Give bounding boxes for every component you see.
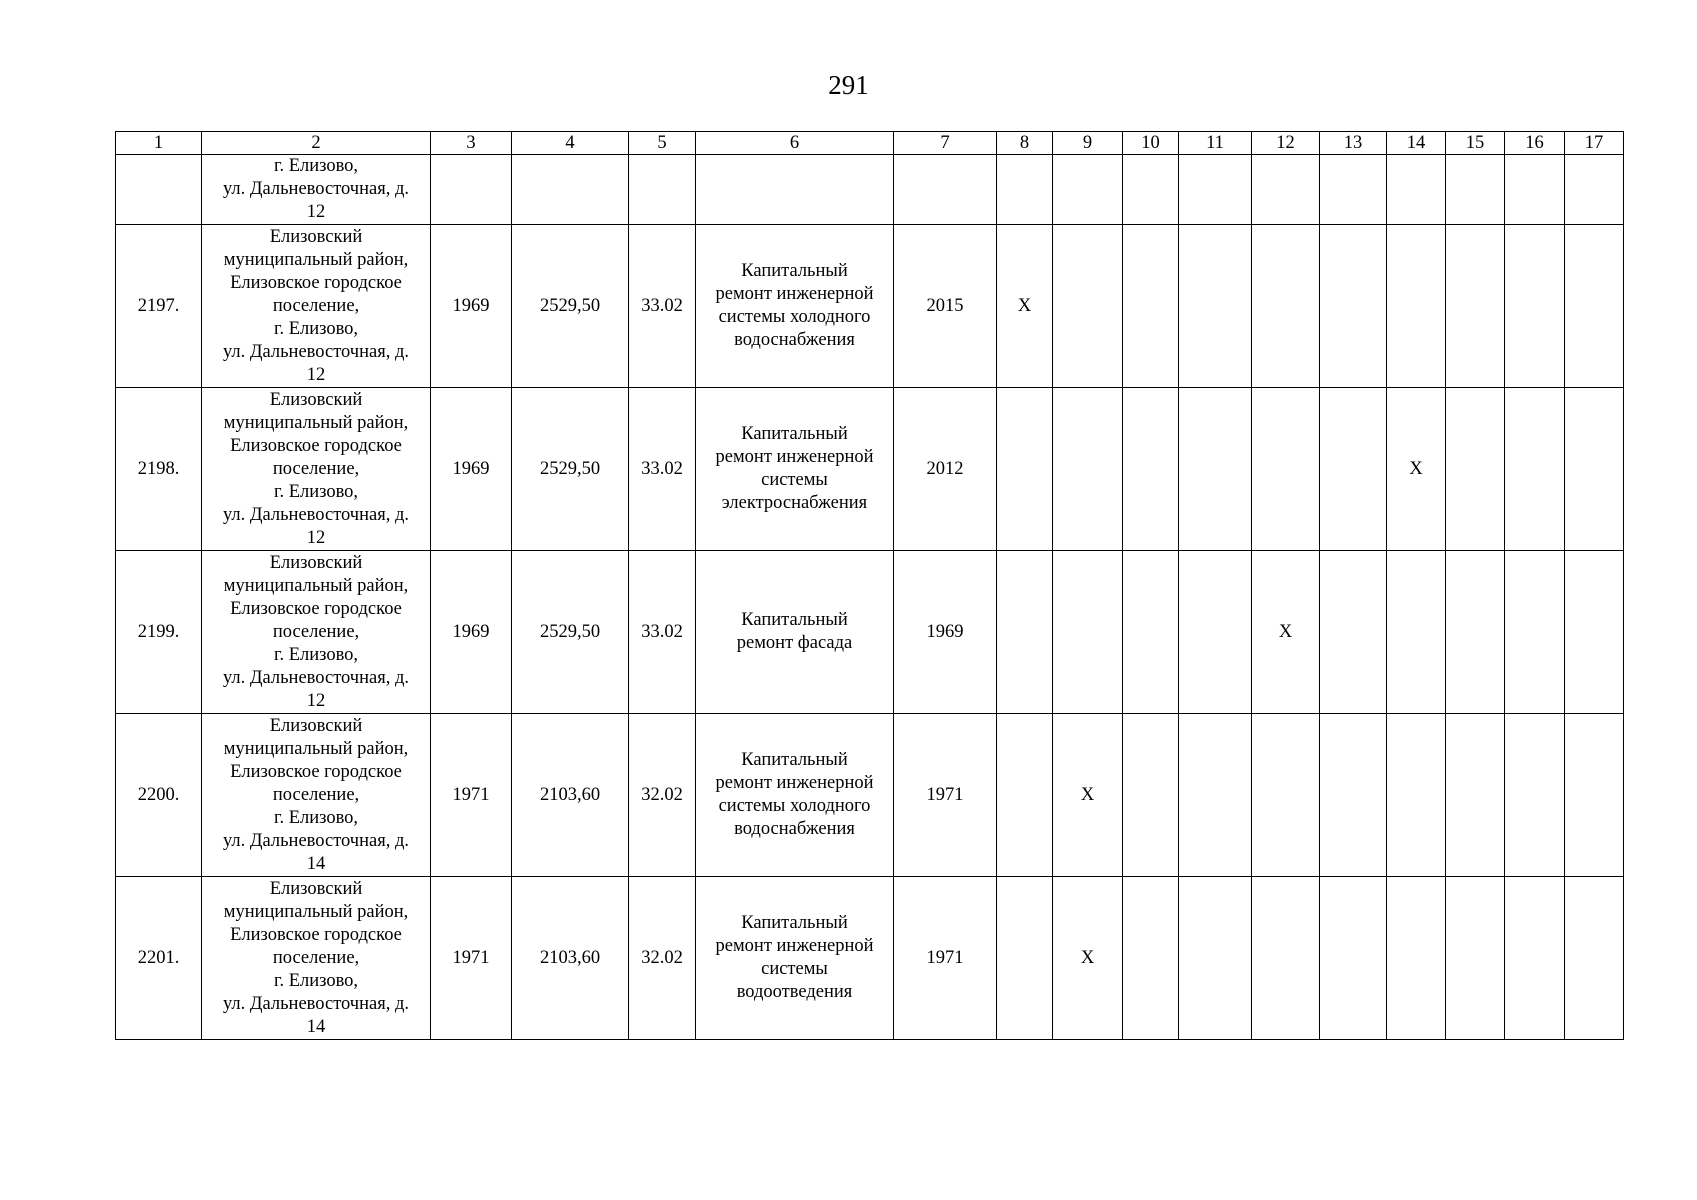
empty-cell — [1320, 714, 1387, 877]
empty-cell — [1505, 551, 1565, 714]
work-year-cell: 1971 — [894, 714, 997, 877]
empty-cell — [1123, 388, 1179, 551]
empty-cell — [1179, 225, 1252, 388]
empty-cell — [1320, 225, 1387, 388]
cell-line: 14 — [306, 853, 326, 874]
empty-cell — [1320, 877, 1387, 1040]
year-built-cell: 1969 — [431, 551, 512, 714]
column-number-6: 6 — [696, 132, 894, 155]
cell-line: ремонт инженерной — [715, 936, 874, 956]
column-number-8: 8 — [997, 132, 1053, 155]
mark-cell: X — [1252, 551, 1320, 714]
cell-line: электроснабжения — [721, 493, 868, 513]
year-built-cell: 1969 — [431, 388, 512, 551]
empty-cell — [1252, 388, 1320, 551]
table-row — [116, 225, 1624, 388]
table-row — [116, 388, 1624, 551]
code-cell: 33.02 — [629, 551, 696, 714]
empty-cell — [1252, 877, 1320, 1040]
area-cell: 2529,50 — [512, 551, 629, 714]
table-row — [116, 551, 1624, 714]
code-cell: 32.02 — [629, 714, 696, 877]
cell-line: ул. Дальневосточная, д. — [222, 667, 410, 688]
empty-cell — [1179, 714, 1252, 877]
row-number-cell: 2201. — [116, 877, 202, 1040]
cell-line: муниципальный район, — [223, 901, 409, 922]
empty-cell — [1505, 388, 1565, 551]
cell-line: г. Елизово, — [273, 156, 359, 176]
empty-cell — [1387, 225, 1446, 388]
empty-cell — [1123, 155, 1179, 225]
empty-cell — [997, 155, 1053, 225]
empty-cell — [1123, 225, 1179, 388]
cell-line: муниципальный район, — [223, 738, 409, 759]
table-row — [116, 714, 1624, 877]
cell-line: 14 — [306, 1016, 326, 1037]
row-number-cell: 2198. — [116, 388, 202, 551]
cell-line: поселение, — [272, 458, 360, 479]
row-number-cell: 2200. — [116, 714, 202, 877]
row-number-cell: 2199. — [116, 551, 202, 714]
empty-cell — [1387, 551, 1446, 714]
page-number: 291 — [828, 70, 869, 100]
column-number-10: 10 — [1123, 132, 1179, 155]
column-number-2: 2 — [202, 132, 431, 155]
cell-line: водоснабжения — [734, 819, 855, 839]
area-cell: 2529,50 — [512, 388, 629, 551]
empty-cell — [1320, 155, 1387, 225]
empty-cell — [1252, 225, 1320, 388]
cell-line: Елизовское городское — [230, 435, 402, 456]
empty-cell — [696, 155, 894, 225]
column-number-12: 12 — [1252, 132, 1320, 155]
year-built-cell: 1971 — [431, 877, 512, 1040]
column-number-15: 15 — [1446, 132, 1505, 155]
cell-line: муниципальный район, — [223, 412, 409, 433]
empty-cell — [1179, 551, 1252, 714]
work-type-cell — [696, 877, 894, 1040]
cell-line: системы — [761, 959, 828, 979]
empty-cell — [512, 155, 629, 225]
address-cell — [202, 225, 431, 388]
area-cell: 2529,50 — [512, 225, 629, 388]
work-type-cell — [696, 388, 894, 551]
column-number-13: 13 — [1320, 132, 1387, 155]
cell-line: Елизовское городское — [230, 924, 402, 945]
empty-cell — [1565, 225, 1624, 388]
empty-cell — [1053, 225, 1123, 388]
empty-cell — [629, 155, 696, 225]
empty-cell — [1446, 388, 1505, 551]
cell-line: поселение, — [272, 295, 360, 316]
address-cell — [202, 877, 431, 1040]
empty-cell — [1252, 155, 1320, 225]
cell-line: Елизовское городское — [230, 272, 402, 293]
cell-line: Капитальный — [741, 913, 848, 933]
year-built-cell: 1969 — [431, 225, 512, 388]
cell-line: 12 — [306, 202, 326, 222]
column-number-14: 14 — [1387, 132, 1446, 155]
cell-line: водоснабжения — [734, 330, 855, 350]
empty-cell — [997, 714, 1053, 877]
mark-cell: X — [1387, 388, 1446, 551]
column-number-row — [116, 132, 1624, 155]
cell-line: г. Елизово, — [273, 807, 359, 828]
code-cell: 33.02 — [629, 388, 696, 551]
empty-cell — [1387, 155, 1446, 225]
cell-line: Капитальный — [741, 610, 848, 630]
empty-cell — [997, 877, 1053, 1040]
empty-cell — [1565, 551, 1624, 714]
empty-cell — [1252, 714, 1320, 877]
row-number-cell: 2197. — [116, 225, 202, 388]
cell-line: муниципальный район, — [223, 249, 409, 270]
cell-line: Елизовский — [269, 715, 363, 736]
empty-cell — [894, 155, 997, 225]
cell-line: Капитальный — [741, 424, 848, 444]
year-built-cell: 1971 — [431, 714, 512, 877]
cell-line: водоотведения — [736, 982, 853, 1002]
mark-cell: X — [1053, 714, 1123, 877]
cell-line: г. Елизово, — [273, 970, 359, 991]
work-year-cell: 2015 — [894, 225, 997, 388]
empty-cell — [1320, 551, 1387, 714]
cell-line: Елизовское городское — [230, 761, 402, 782]
empty-cell — [1446, 551, 1505, 714]
code-cell: 32.02 — [629, 877, 696, 1040]
column-number-9: 9 — [1053, 132, 1123, 155]
empty-cell — [997, 551, 1053, 714]
column-number-3: 3 — [431, 132, 512, 155]
empty-cell — [1053, 155, 1123, 225]
empty-cell — [1123, 714, 1179, 877]
cell-line: ул. Дальневосточная, д. — [222, 341, 410, 362]
column-number-11: 11 — [1179, 132, 1252, 155]
empty-cell — [1505, 155, 1565, 225]
empty-cell — [1053, 388, 1123, 551]
area-cell: 2103,60 — [512, 714, 629, 877]
empty-cell — [116, 155, 202, 225]
cell-line: ремонт инженерной — [715, 773, 874, 793]
cell-line: ремонт фасада — [736, 633, 853, 653]
area-cell: 2103,60 — [512, 877, 629, 1040]
cell-line: Капитальный — [741, 261, 848, 281]
code-cell: 33.02 — [629, 225, 696, 388]
cell-line: ул. Дальневосточная, д. — [222, 179, 410, 199]
empty-cell — [1387, 714, 1446, 877]
address-cell — [202, 388, 431, 551]
address-cell — [202, 714, 431, 877]
table-row — [116, 877, 1624, 1040]
address-cell — [202, 551, 431, 714]
work-type-cell — [696, 551, 894, 714]
column-number-4: 4 — [512, 132, 629, 155]
cell-line: ремонт инженерной — [715, 284, 874, 304]
address-cell — [202, 155, 431, 225]
empty-cell — [1179, 877, 1252, 1040]
column-number-7: 7 — [894, 132, 997, 155]
cell-line: системы — [761, 470, 828, 490]
cell-line: 12 — [306, 527, 326, 548]
cell-line: ул. Дальневосточная, д. — [222, 504, 410, 525]
column-number-16: 16 — [1505, 132, 1565, 155]
empty-cell — [1505, 714, 1565, 877]
cell-line: муниципальный район, — [223, 575, 409, 596]
empty-cell — [1179, 388, 1252, 551]
empty-cell — [997, 388, 1053, 551]
cell-line: Елизовский — [269, 552, 363, 573]
empty-cell — [1565, 155, 1624, 225]
empty-cell — [1505, 225, 1565, 388]
empty-cell — [431, 155, 512, 225]
empty-cell — [1446, 714, 1505, 877]
cell-line: г. Елизово, — [273, 644, 359, 665]
column-number-5: 5 — [629, 132, 696, 155]
work-year-cell: 1971 — [894, 877, 997, 1040]
cell-line: Капитальный — [741, 750, 848, 770]
cell-line: ул. Дальневосточная, д. — [222, 830, 410, 851]
cell-line: Елизовское городское — [230, 598, 402, 619]
cell-line: 12 — [306, 690, 326, 711]
table-row — [116, 155, 1624, 225]
capital-repair-table — [115, 131, 1624, 1040]
cell-line: системы холодного — [718, 307, 871, 327]
cell-line: ремонт инженерной — [715, 447, 874, 467]
cell-line: поселение, — [272, 621, 360, 642]
cell-line: Елизовский — [269, 389, 363, 410]
work-year-cell: 2012 — [894, 388, 997, 551]
empty-cell — [1565, 388, 1624, 551]
column-number-17: 17 — [1565, 132, 1624, 155]
mark-cell: X — [1053, 877, 1123, 1040]
empty-cell — [1505, 877, 1565, 1040]
empty-cell — [1053, 551, 1123, 714]
cell-line: ул. Дальневосточная, д. — [222, 993, 410, 1014]
empty-cell — [1387, 877, 1446, 1040]
empty-cell — [1565, 877, 1624, 1040]
cell-line: системы холодного — [718, 796, 871, 816]
cell-line: Елизовский — [269, 878, 363, 899]
work-type-cell — [696, 714, 894, 877]
empty-cell — [1446, 155, 1505, 225]
empty-cell — [1123, 877, 1179, 1040]
empty-cell — [1446, 877, 1505, 1040]
empty-cell — [1446, 225, 1505, 388]
cell-line: Елизовский — [269, 226, 363, 247]
cell-line: поселение, — [272, 784, 360, 805]
work-year-cell: 1969 — [894, 551, 997, 714]
empty-cell — [1123, 551, 1179, 714]
empty-cell — [1565, 714, 1624, 877]
cell-line: 12 — [306, 364, 326, 385]
cell-line: поселение, — [272, 947, 360, 968]
cell-line: г. Елизово, — [273, 481, 359, 502]
cell-line: г. Елизово, — [273, 318, 359, 339]
empty-cell — [1320, 388, 1387, 551]
work-type-cell — [696, 225, 894, 388]
mark-cell: X — [997, 225, 1053, 388]
column-number-1: 1 — [116, 132, 202, 155]
empty-cell — [1179, 155, 1252, 225]
